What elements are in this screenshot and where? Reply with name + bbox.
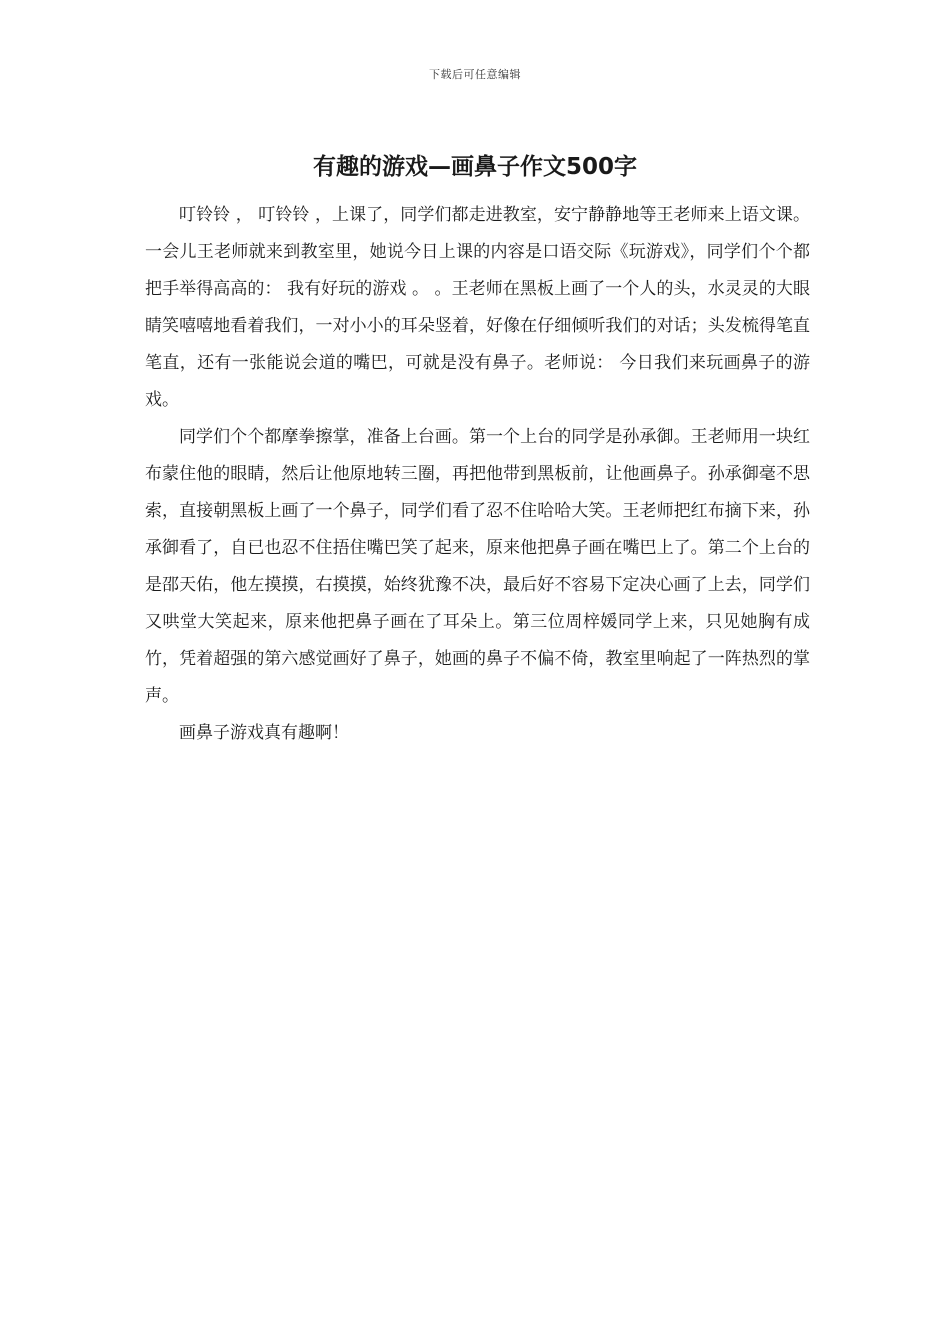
paragraph-1: 叮铃铃 ， 叮铃铃 ，上课了，同学们都走进教室，安宁静静地等王老师来上语文课。一会儿王老师就来到教室里，她说今日上课的内容是口语交际《玩游戏》，同学们个个都把手举得高高的： 我有好玩的游戏 。 。王老师在黑板上画了一个人的头，水灵灵的大眼睛笑嘻嘻地看着我们，一对小小的耳朵竖着，好像在仔细倾听我们的对话；头发梳得笔直笔直，还有一张能说会道的嘴巴，可就是没有鼻子。老师说： 今日我们来玩画鼻子的游戏。 bbox=[145, 205, 810, 410]
paragraph-3: 画鼻子游戏真有趣啊！ bbox=[179, 723, 349, 743]
paragraph-2: 同学们个个都摩拳擦掌，准备上台画。第一个上台的同学是孙承御。王老师用一块红布蒙住他的眼睛，然后让他原地转三圈，再把他带到黑板前，让他画鼻子。孙承御毫不思索，直接朝黑板上画了一个鼻子，同学们看了忍不住哈哈大笑。王老师把红布摘下来，孙承御看了，自已也忍不住捂住嘴巴笑了起来，原来他把鼻子画在嘴巴上了。第二个上台的是邵天佑，他左摸摸，右摸摸，始终犹豫不决，最后好不容易下定决心画了上去，同学们又哄堂大笑起来，原来他把鼻子画在了耳朵上。第三位周梓媛同学上来，只见她胸有成竹，凭着超强的第六感觉画好了鼻子，她画的鼻子不偏不倚，教室里响起了一阵热烈的掌声。 bbox=[145, 427, 810, 706]
document-body bbox=[145, 197, 810, 752]
document-title: 有趣的游戏—画鼻子作文500字 bbox=[312, 154, 637, 180]
page-header: 下载后可任意编辑 bbox=[429, 68, 521, 81]
